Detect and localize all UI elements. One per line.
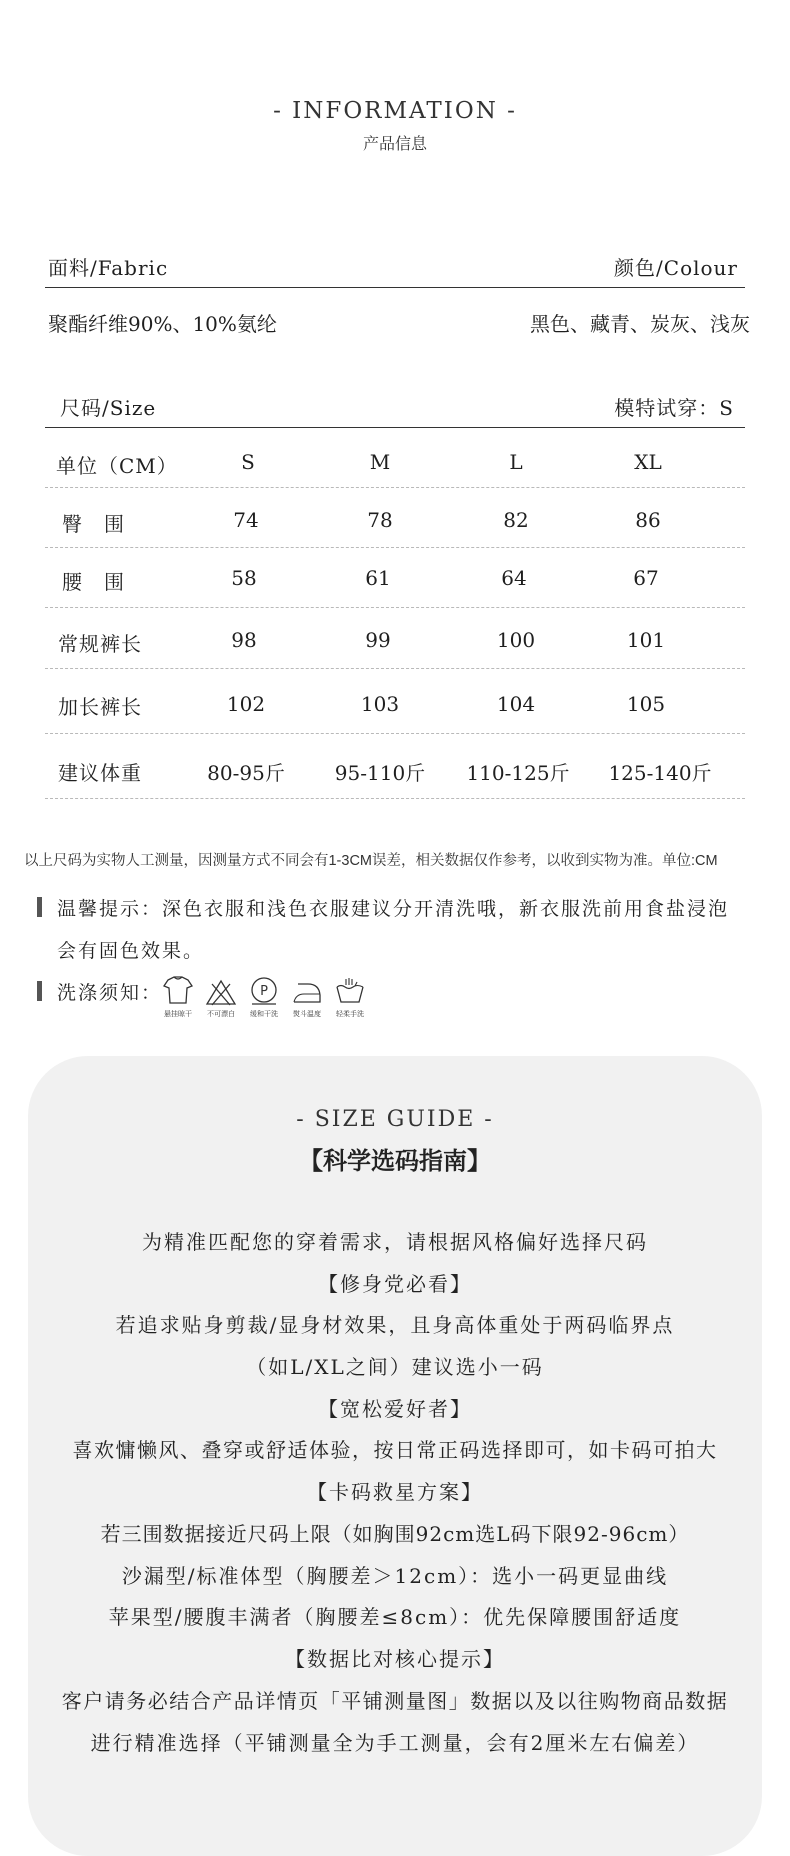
table-cell: 67 <box>633 566 659 590</box>
row-label: 腰 围 <box>62 570 125 594</box>
section-title-zh: 产品信息 <box>362 134 427 153</box>
section-title-en: - INFORMATION - <box>273 98 517 124</box>
table-cell: 110-125斤 <box>466 761 570 785</box>
column-header: XL <box>634 450 662 474</box>
model-size: 模特试穿：S <box>614 396 734 420</box>
table-cell: 86 <box>635 508 661 532</box>
care-caption: 熨斗温度 <box>293 1010 321 1018</box>
warm-tip-line1: 温馨提示：深色衣服和浅色衣服建议分开清洗哦，新衣服洗前用食盐浸泡 <box>57 898 730 920</box>
no-bleach-icon <box>204 978 238 1008</box>
row-label: 臀 围 <box>62 512 125 536</box>
guide-line: 若追求贴身剪裁/显身材效果，且身高体重处于两码临界点 <box>115 1313 675 1337</box>
colour-label: 颜色/Colour <box>614 256 738 280</box>
warm-tip-line2: 会有固色效果。 <box>57 940 205 962</box>
fabric-divider <box>45 287 745 288</box>
guide-line: 客户请务必结合产品详情页「平铺测量图」数据以及以往购物商品数据 <box>61 1689 729 1713</box>
guide-line: 若三围数据接近尺码上限（如胸围92cm选L码下限92-96cm） <box>100 1522 690 1546</box>
guide-heading: 【修身党必看】 <box>318 1272 472 1296</box>
svg-text:P: P <box>260 984 268 999</box>
guide-title-en: - SIZE GUIDE - <box>296 1107 494 1132</box>
unit-label: 单位（CM） <box>56 454 178 478</box>
wash-label: 洗涤须知： <box>57 982 163 1004</box>
table-cell: 82 <box>503 508 529 532</box>
row-divider <box>45 733 745 734</box>
table-cell: 104 <box>496 692 536 716</box>
table-cell: 58 <box>231 566 257 590</box>
care-caption: 不可漂白 <box>207 1010 235 1018</box>
care-caption: 悬挂晾干 <box>164 1010 192 1018</box>
table-cell: 102 <box>226 692 266 716</box>
table-cell: 61 <box>365 566 391 590</box>
guide-heading: 【数据比对核心提示】 <box>285 1647 505 1671</box>
guide-line: 为精准匹配您的穿着需求，请根据风格偏好选择尺码 <box>142 1230 648 1254</box>
table-cell: 78 <box>367 508 393 532</box>
guide-title-zh: 【科学选码指南】 <box>299 1147 491 1175</box>
fabric-label: 面料/Fabric <box>48 256 169 280</box>
row-label: 加长裤长 <box>58 695 142 719</box>
table-cell: 95-110斤 <box>334 761 426 785</box>
table-cell: 98 <box>231 628 257 652</box>
table-cell: 103 <box>360 692 400 716</box>
table-cell: 125-140斤 <box>608 761 712 785</box>
row-label: 常规裤长 <box>58 632 142 656</box>
fabric-value: 聚酯纤维90%、10%氨纶 <box>48 312 277 336</box>
table-cell: 100 <box>496 628 536 652</box>
row-divider <box>45 607 745 608</box>
iron-temperature-icon <box>290 978 324 1008</box>
guide-line: 沙漏型/标准体型（胸腰差＞12cm）：选小一码更显曲线 <box>121 1564 669 1588</box>
row-label: 建议体重 <box>58 761 142 785</box>
guide-heading: 【卡码救星方案】 <box>307 1480 483 1504</box>
table-cell: 74 <box>233 508 259 532</box>
size-divider <box>45 427 745 428</box>
guide-line: （如L/XL之间）建议选小一码 <box>246 1355 544 1379</box>
column-header: L <box>509 450 523 474</box>
table-cell: 105 <box>626 692 666 716</box>
hand-wash-icon <box>333 975 367 1005</box>
column-header: M <box>369 450 391 474</box>
row-divider <box>45 798 745 799</box>
table-cell: 80-95斤 <box>207 761 285 785</box>
measurement-note: 以上尺码为实物人工测量，因测量方式不同会有1-3CM误差，相关数据仅作参考，以收到实物为准。单位:CM <box>24 853 718 869</box>
tip-marker <box>37 897 42 917</box>
row-divider <box>45 547 745 548</box>
guide-line: 苹果型/腰腹丰满者（胸腰差≤8cm）：优先保障腰围舒适度 <box>108 1605 682 1629</box>
table-cell: 99 <box>365 628 391 652</box>
hang-dry-icon <box>161 975 195 1005</box>
colour-value: 黑色、藏青、炭灰、浅灰 <box>530 312 750 336</box>
column-header: S <box>241 450 255 474</box>
size-label: 尺码/Size <box>60 396 157 420</box>
row-divider <box>45 487 745 488</box>
wash-marker <box>37 981 42 1001</box>
table-cell: 64 <box>501 566 527 590</box>
care-caption: 缓和干洗 <box>250 1010 278 1018</box>
guide-heading: 【宽松爱好者】 <box>318 1397 472 1421</box>
gentle-dry-clean-icon <box>247 975 281 1005</box>
row-divider <box>45 668 745 669</box>
guide-line: 进行精准选择（平铺测量全为手工测量，会有2厘米左右偏差） <box>90 1731 700 1755</box>
care-caption: 轻柔手洗 <box>336 1010 364 1018</box>
guide-line: 喜欢慵懒风、叠穿或舒适体验，按日常正码选择即可，如卡码可拍大 <box>72 1438 718 1462</box>
table-cell: 101 <box>626 628 666 652</box>
